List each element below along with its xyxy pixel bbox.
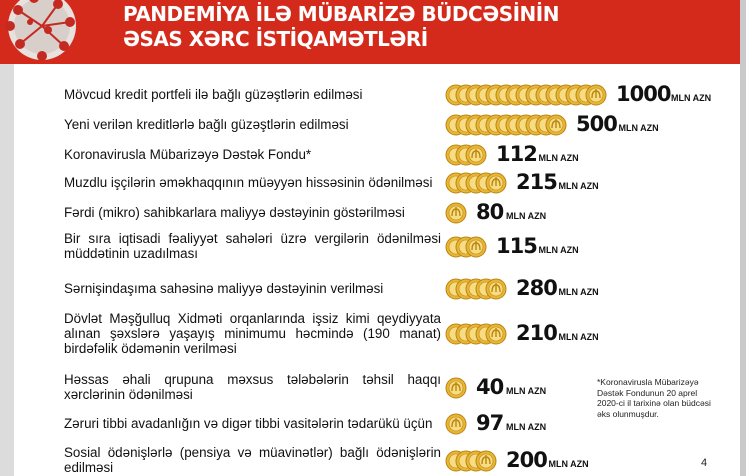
coin-bar xyxy=(446,203,466,223)
category-label-line: Sərnişindaşıma sahəsinə maliyyə dəstəyinin verilməsi xyxy=(64,280,384,296)
manat-coin-icon xyxy=(476,85,496,105)
manat-coin-icon xyxy=(466,324,486,344)
manat-coin-icon xyxy=(536,85,556,105)
manat-coin-icon xyxy=(456,324,476,344)
manat-coin-icon xyxy=(466,279,486,299)
unit-label: MLN AZN xyxy=(558,332,599,342)
value-label: 500 xyxy=(576,112,617,136)
coin-bar xyxy=(446,115,566,135)
category-label xyxy=(64,231,441,261)
category-label-line: Mövcud kredit portfeli ilə bağlı güzəştlərin edilməsi xyxy=(64,86,363,102)
title-line-1: PANDEMİYA İLƏ MÜBARİZƏ BÜDCƏSİNİN xyxy=(123,2,559,26)
unit-label: MLN AZN xyxy=(506,386,547,396)
coronavirus-icon xyxy=(0,0,92,64)
manat-coin-icon xyxy=(516,115,536,135)
manat-coin-icon xyxy=(476,324,496,344)
manat-coin-icon xyxy=(526,115,546,135)
manat-coin-icon xyxy=(466,173,486,193)
value-label: 97 xyxy=(476,411,504,435)
unit-label: MLN AZN xyxy=(538,153,579,163)
manat-coin-icon xyxy=(446,173,466,193)
category-label xyxy=(64,147,441,162)
manat-coin-icon xyxy=(446,115,466,135)
coin-bar xyxy=(446,85,606,105)
manat-coin-icon xyxy=(446,324,466,344)
manat-coin-icon xyxy=(476,173,496,193)
manat-coin-icon xyxy=(476,279,496,299)
value-label: 215 xyxy=(516,170,557,194)
manat-coin-icon xyxy=(456,237,476,257)
manat-coin-icon xyxy=(446,145,466,165)
manat-coin-icon xyxy=(446,451,466,471)
page-title xyxy=(123,2,559,52)
value-label: 115 xyxy=(496,234,537,258)
manat-coin-icon xyxy=(466,85,486,105)
category-label-line: Koronavirusla Mübarizəyə Dəstək Fondu* xyxy=(64,146,312,162)
manat-coin-icon xyxy=(486,115,506,135)
footnote: *Koronavirusla Mübarizəyə Dəstək Fondunun 20 aprel 2020-ci il tarixinə olan büdcəsi əks olunmuşdur. xyxy=(597,377,711,419)
unit-label: MLN AZN xyxy=(506,422,547,432)
category-label xyxy=(64,445,441,475)
manat-coin-icon xyxy=(506,115,526,135)
category-label xyxy=(64,205,441,220)
manat-coin-icon xyxy=(526,85,546,105)
manat-coin-icon xyxy=(496,85,516,105)
category-label-line: Muzdlu işçilərin əməkhaqqının müəyyən hissəsinin ödənilməsi xyxy=(64,174,433,190)
header-banner xyxy=(0,0,746,64)
manat-coin-icon xyxy=(456,115,476,135)
coin-bar xyxy=(446,324,506,344)
unit-label: MLN AZN xyxy=(548,459,589,469)
manat-coin-icon xyxy=(486,173,506,193)
manat-coin-icon xyxy=(446,85,466,105)
manat-coin-icon xyxy=(586,85,606,105)
manat-coin-icon xyxy=(446,414,466,434)
unit-label: MLN AZN xyxy=(671,93,712,103)
manat-coin-icon xyxy=(476,115,496,135)
category-label-line: Dövlət Məşğulluq Xidməti orqanlarında işsiz kimi qeydiyyata xyxy=(64,310,441,326)
category-label-line: Həssas əhali qrupuna məxsus tələbələrin təhsil haqqı xyxy=(64,372,441,387)
unit-label: MLN AZN xyxy=(558,287,599,297)
manat-coin-icon xyxy=(446,237,466,257)
category-label-line: edilməsi xyxy=(64,460,114,475)
right-edge xyxy=(740,0,746,476)
value-label: 80 xyxy=(476,200,504,224)
category-label xyxy=(64,311,441,356)
manat-coin-icon xyxy=(506,85,526,105)
manat-coin-icon xyxy=(456,451,476,471)
value-label: 40 xyxy=(476,375,504,399)
value-label: 1000 xyxy=(616,82,671,106)
manat-coin-icon xyxy=(466,237,486,257)
category-label xyxy=(64,175,441,190)
value-label: 210 xyxy=(516,321,557,345)
manat-coin-icon xyxy=(456,145,476,165)
category-label xyxy=(64,281,441,296)
coin-bar xyxy=(446,173,506,193)
left-strip xyxy=(0,64,14,476)
manat-coin-icon xyxy=(476,451,496,471)
manat-coin-icon xyxy=(486,85,506,105)
category-label-line: alınan şəxslərə yaşayış minimumu həcmində (190 manat) xyxy=(64,325,441,341)
unit-label: MLN AZN xyxy=(538,245,579,255)
unit-label: MLN AZN xyxy=(558,181,599,191)
category-label-line: Zəruri tibbi avadanlığın və digər tibbi vasitələrin tədarükü üçün xyxy=(64,415,433,431)
manat-coin-icon xyxy=(576,85,596,105)
page-number: 4 xyxy=(701,457,708,469)
manat-coin-icon xyxy=(466,115,486,135)
category-label xyxy=(64,416,441,431)
manat-coin-icon xyxy=(446,203,466,223)
category-label-line: xərclərinin ödənilməsi xyxy=(64,387,193,402)
manat-coin-icon xyxy=(556,85,576,105)
unit-label: MLN AZN xyxy=(618,123,659,133)
category-label-line: Bir sıra iqtisadi fəaliyyət sahələri üzrə vergilərin ödənilməsi xyxy=(64,231,441,246)
manat-coin-icon xyxy=(486,279,506,299)
manat-coin-icon xyxy=(456,85,476,105)
unit-label: MLN AZN xyxy=(506,211,547,221)
manat-coin-icon xyxy=(456,279,476,299)
manat-coin-icon xyxy=(486,324,506,344)
value-label: 112 xyxy=(496,142,537,166)
coin-bar xyxy=(446,378,466,398)
coin-bar xyxy=(446,279,506,299)
manat-coin-icon xyxy=(546,85,566,105)
manat-coin-icon xyxy=(566,85,586,105)
coin-bar xyxy=(446,237,486,257)
coin-bar xyxy=(446,145,486,165)
coin-bar xyxy=(446,451,496,471)
value-label: 280 xyxy=(516,276,557,300)
manat-coin-icon xyxy=(516,85,536,105)
category-label xyxy=(64,372,441,402)
manat-coin-icon xyxy=(496,115,516,135)
category-label-line: birdəfəlik ödəmənin verilməsi xyxy=(64,340,237,356)
manat-coin-icon xyxy=(466,451,486,471)
value-label: 200 xyxy=(506,448,547,472)
manat-coin-icon xyxy=(536,115,556,135)
manat-coin-icon xyxy=(546,115,566,135)
category-label-line: Fərdi (mikro) sahibkarlara maliyyə dəstəyinin göstərilməsi xyxy=(64,204,405,220)
category-label-line: Sosial ödənişlərlə (pensiya və müavinətlər) bağlı ödənişlərin xyxy=(64,445,441,460)
category-label-line: Yeni verilən kreditlərlə bağlı güzəştlərin edilməsi xyxy=(64,116,349,132)
title-line-2: ƏSAS XƏRC İSTİQAMƏTLƏRİ xyxy=(123,27,428,51)
manat-coin-icon xyxy=(456,173,476,193)
category-label-line: müddətinin uzadılması xyxy=(64,246,198,261)
manat-coin-icon xyxy=(446,279,466,299)
manat-coin-icon xyxy=(446,378,466,398)
category-label xyxy=(64,117,441,132)
coin-bar xyxy=(446,414,466,434)
manat-coin-icon xyxy=(466,145,486,165)
category-label xyxy=(64,87,441,102)
